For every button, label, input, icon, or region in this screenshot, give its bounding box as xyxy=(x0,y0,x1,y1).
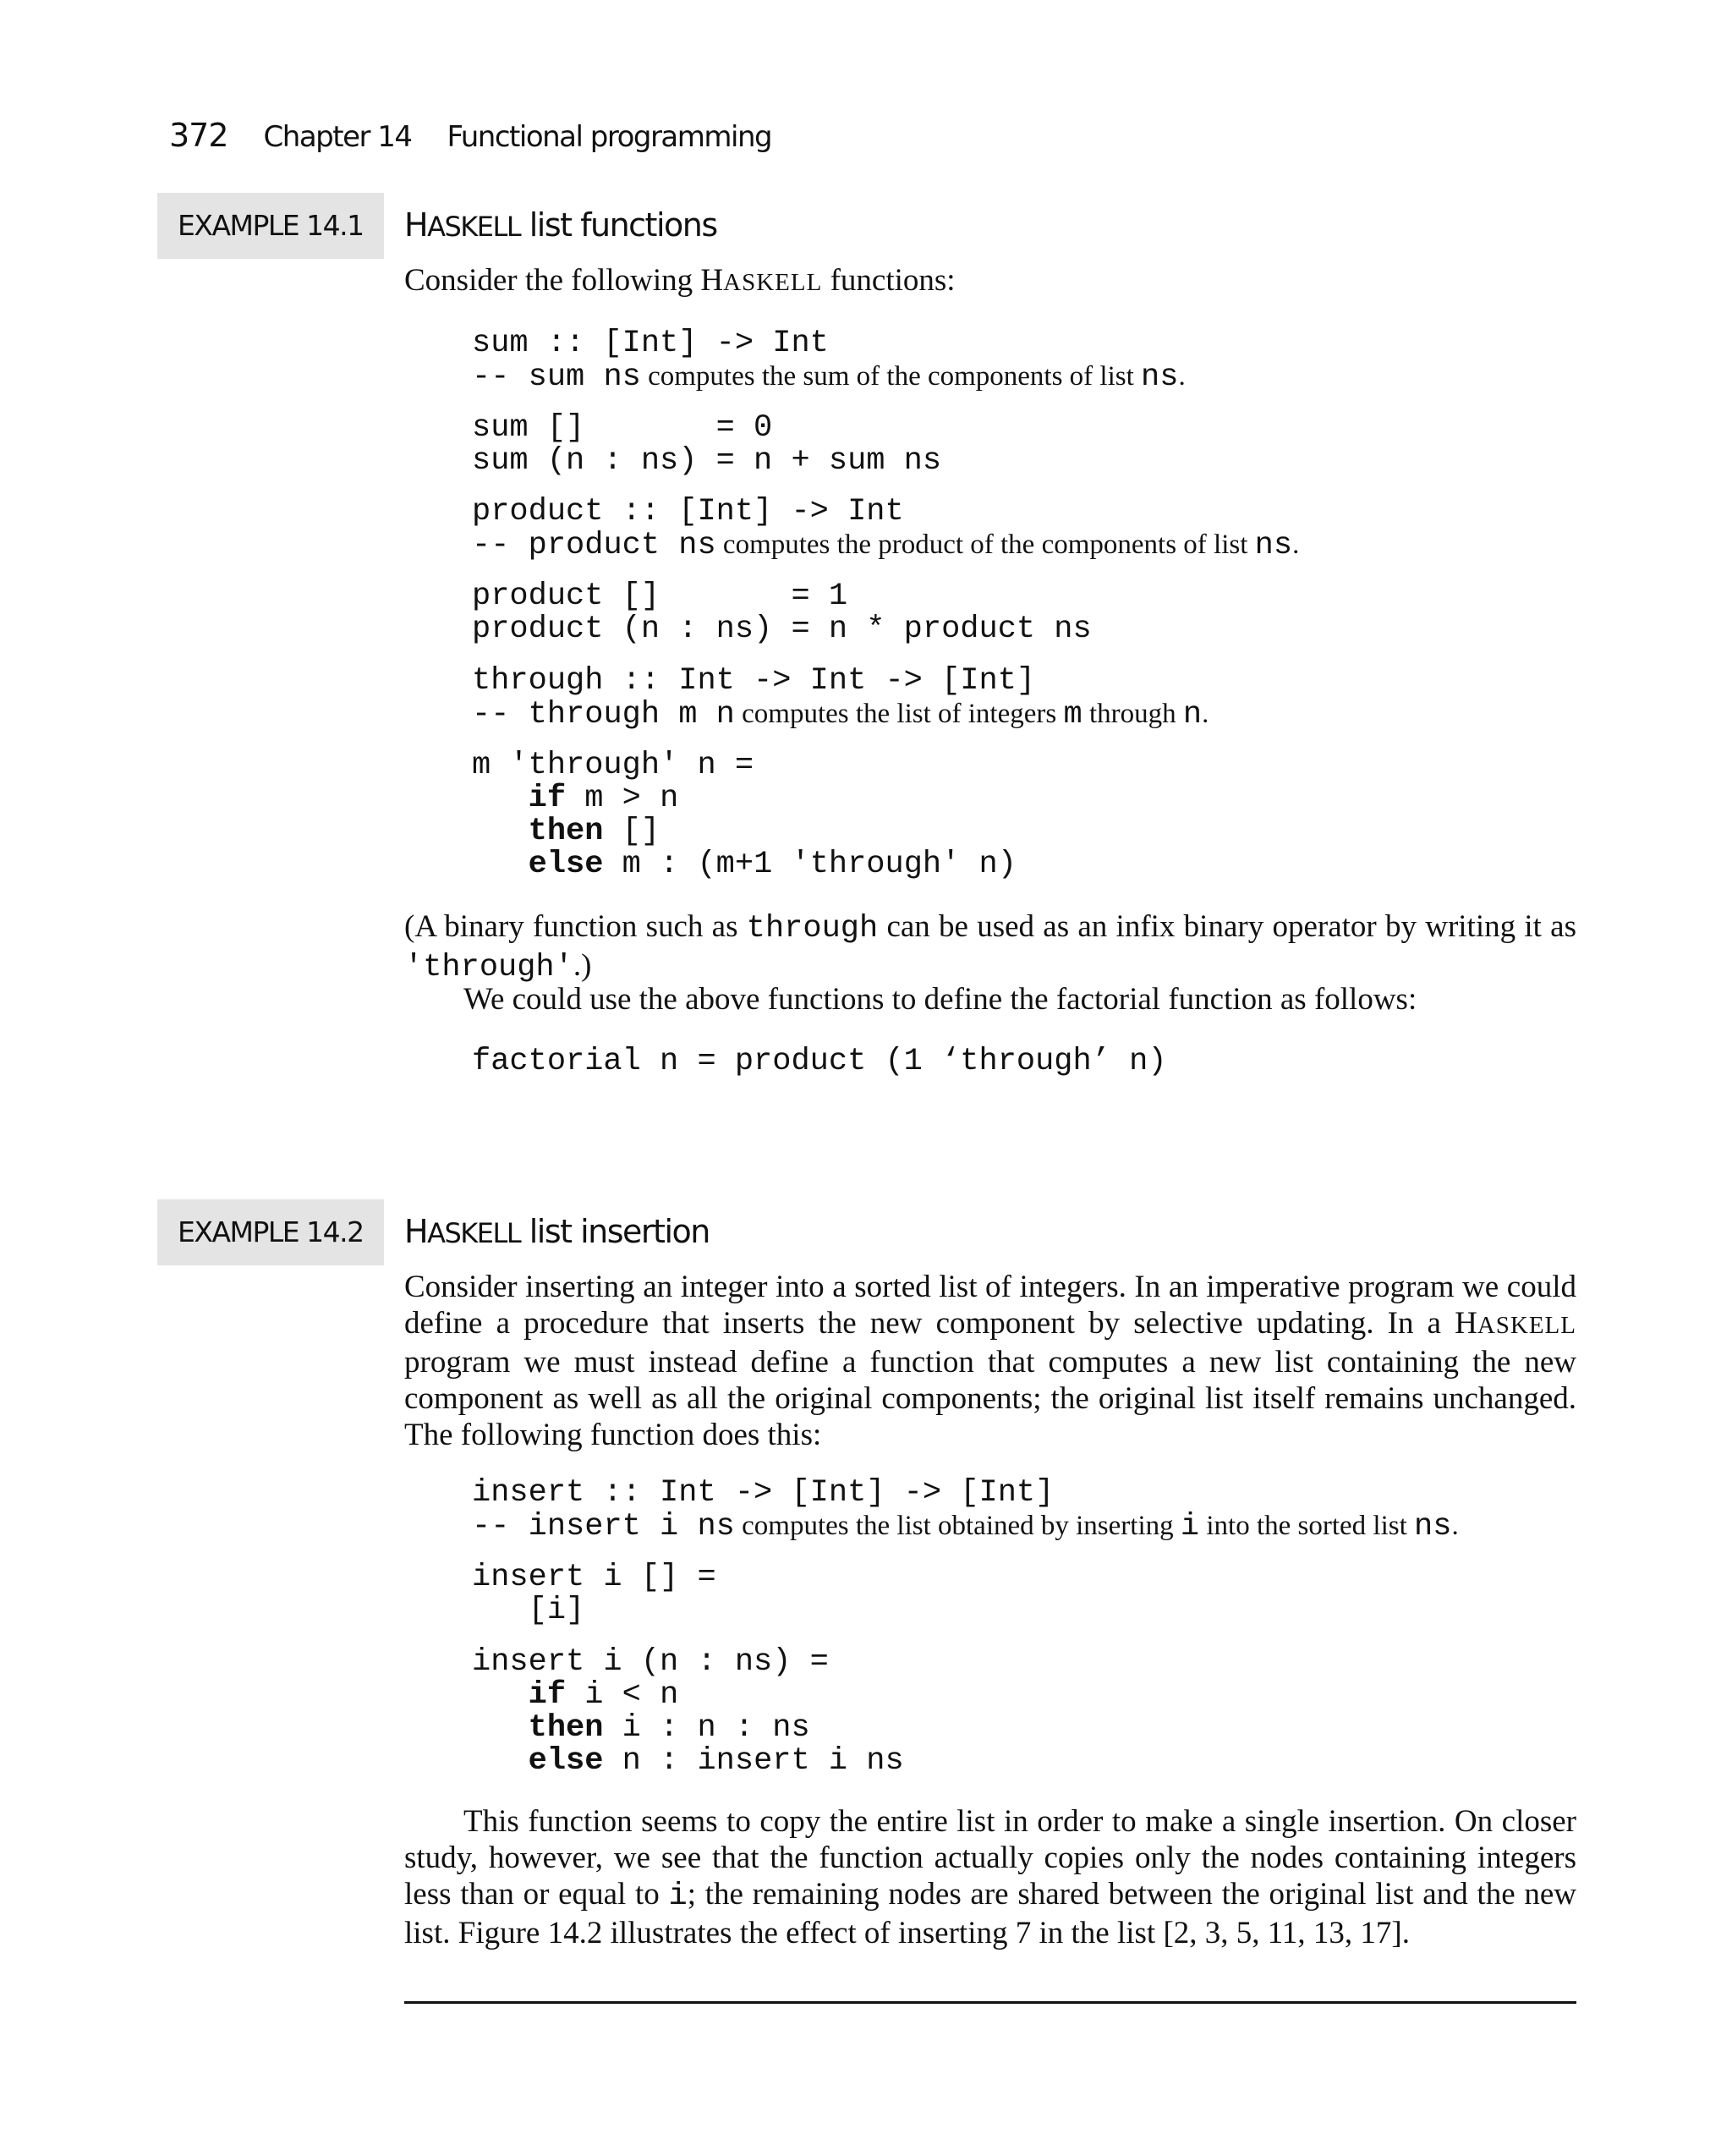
chapter-label: Chapter 14 xyxy=(263,120,412,154)
example-label: EXAMPLE 14.2 xyxy=(157,1199,384,1265)
code-comment: -- insert i ns computes the list obtained by inserting i into the sorted list ns. xyxy=(472,1509,1459,1544)
running-head xyxy=(169,117,771,167)
code-factorial: factorial n = product (1 ‘through’ n) xyxy=(472,1044,1167,1079)
code-insert-base: insert i [] = [i] xyxy=(472,1560,716,1628)
page-number: 372 xyxy=(169,117,228,154)
bottom-rule xyxy=(404,2001,1576,2004)
code-sum-signature: sum :: [Int] -> Int xyxy=(472,326,829,361)
code-comment: -- sum ns computes the sum of the components of list ns. xyxy=(472,359,1186,395)
example-title: HASKELL list insertion xyxy=(404,1213,710,1250)
code-comment: -- through m n computes the list of integers m through n. xyxy=(472,697,1209,732)
code-product-definition: product [] = 1 product (n : ns) = n * product ns xyxy=(472,579,1092,647)
code-insert-recursive: insert i (n : ns) = if i < n then i : n : ns else n : insert i ns xyxy=(472,1644,904,1779)
example-label: EXAMPLE 14.1 xyxy=(157,193,384,259)
paragraph: (A binary function such as through can be used as an infix binary operator by writing it as 'through'.) xyxy=(404,909,1576,985)
chapter-title: Functional programming xyxy=(447,120,772,154)
code-comment: -- product ns computes the product of the components of list ns. xyxy=(472,528,1300,563)
code-sum-definition: sum [] = 0 sum (n : ns) = n + sum ns xyxy=(472,410,942,479)
code-insert-signature: insert :: Int -> [Int] -> [Int] xyxy=(472,1475,1055,1511)
code-product-signature: product :: [Int] -> Int xyxy=(472,494,904,529)
code-through-definition: m 'through' n = if m > n then [] else m : (m+1 'through' n) xyxy=(472,748,1017,882)
paragraph: Consider inserting an integer into a sorted list of integers. In an imperative program we could define a procedure that inserts the new component by selective updating. In a HASKELL program we must instead define a function that computes a new list containing the new component as well as all the original components; the original list itself remains unchanged. The following function does this: xyxy=(404,1270,1576,1452)
code-through-signature: through :: Int -> Int -> [Int] xyxy=(472,663,1036,699)
paragraph: This function seems to copy the entire list in order to make a single insertion. On closer study, however, we see that the function actually copies only the nodes containing integers less than or equal to i; the remaining nodes are shared between the original list and the new list. Figure 14.2 illustrates the effect of inserting 7 in the list [2, 3, 5, 11, 13, 17]. xyxy=(404,1804,1576,1950)
example-intro: Consider the following HASKELL functions: xyxy=(404,263,956,298)
paragraph: We could use the above functions to define the factorial function as follows: xyxy=(463,982,1417,1017)
example-title: HASKELL list functions xyxy=(404,206,717,244)
